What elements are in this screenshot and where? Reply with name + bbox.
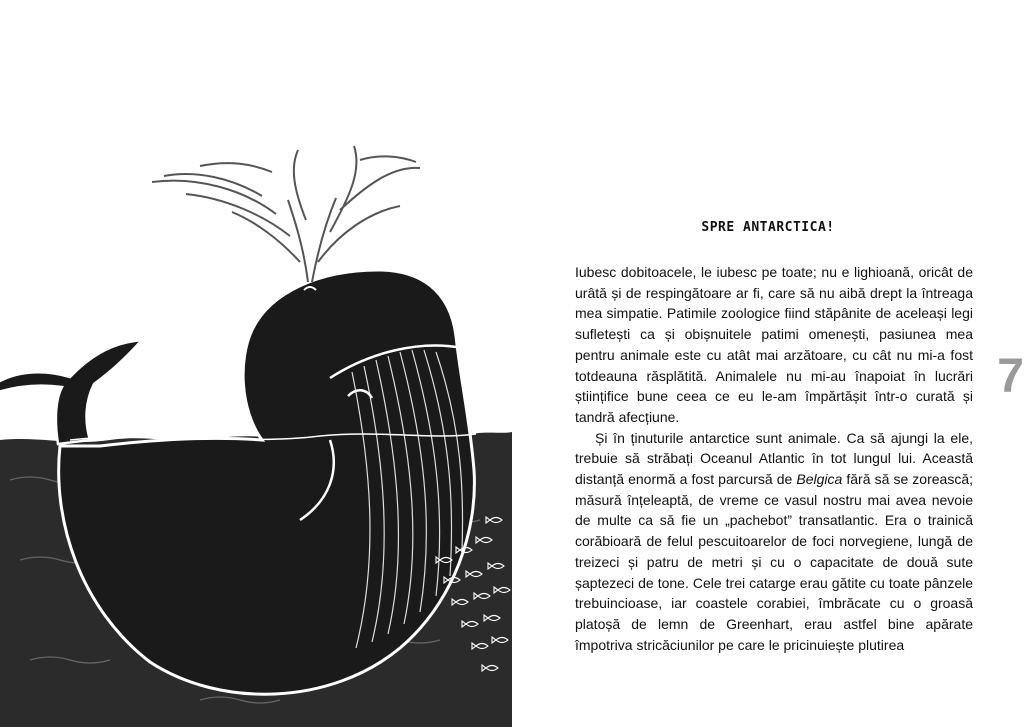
paragraph-2 [575,428,973,656]
chapter-title: SPRE ANTARCTICA! [701,220,835,235]
whale-spout [152,146,420,282]
text-page [512,0,1024,727]
page-number-text: 7 [997,352,1024,402]
paragraph-2-part-1: Și în ținuturile antarctice sunt animale. Ca să ajungi la ele, trebuie să străbați Oceanul Atlantic în tot lungul lui. Această distanță enormă a fost parcursă de [575,429,973,488]
body-text [575,262,973,655]
paragraph-1: Iubesc dobitoacele, le iubesc pe toate; nu e lighioană, oricât de urâtă și de respingătoare ar fi, care să nu aibă drept la întreaga mea simpatie. Patimile zoologice fiind stăpânite de aceleași legi sufletești ca și obișnuitele patimi omenești, pasiunea mea pentru animale este cu atât mai arzătoare, cu cât nu mi-a fost totdeauna răsplătită. Animalele nu mi-au înapoiat în lucrări științifice bune ceea ce eu le-am împărtășit într-o curată și tandră afecțiune. [575,264,973,425]
page-number [990,352,1024,402]
paragraph-2-part-2: fără să se zorească; măsură înțeleaptă, de vreme ce vasul nostru mai avea nevoie de multe ca să fie un „pachebot” transatlantic. Era o trainică corăbioară de felul pescuitoarelor de foci norvegiene, lungă de treizeci și patru de metri și cu o capacitate de două sute șaptezeci de tone. Cele trei catarge erau gătite cu toate pânzele trebuincioase, iar coastele corabiei, îmbrăcate cu o groasă platoșă de lemn de Greenhart, erau astfel bine apărate împotriva stricăciunilor pe care le pricinuiește plutirea [575,471,974,653]
whale-body [59,270,476,694]
whale-tail [0,340,142,444]
ship-name: Belgica [796,471,843,488]
